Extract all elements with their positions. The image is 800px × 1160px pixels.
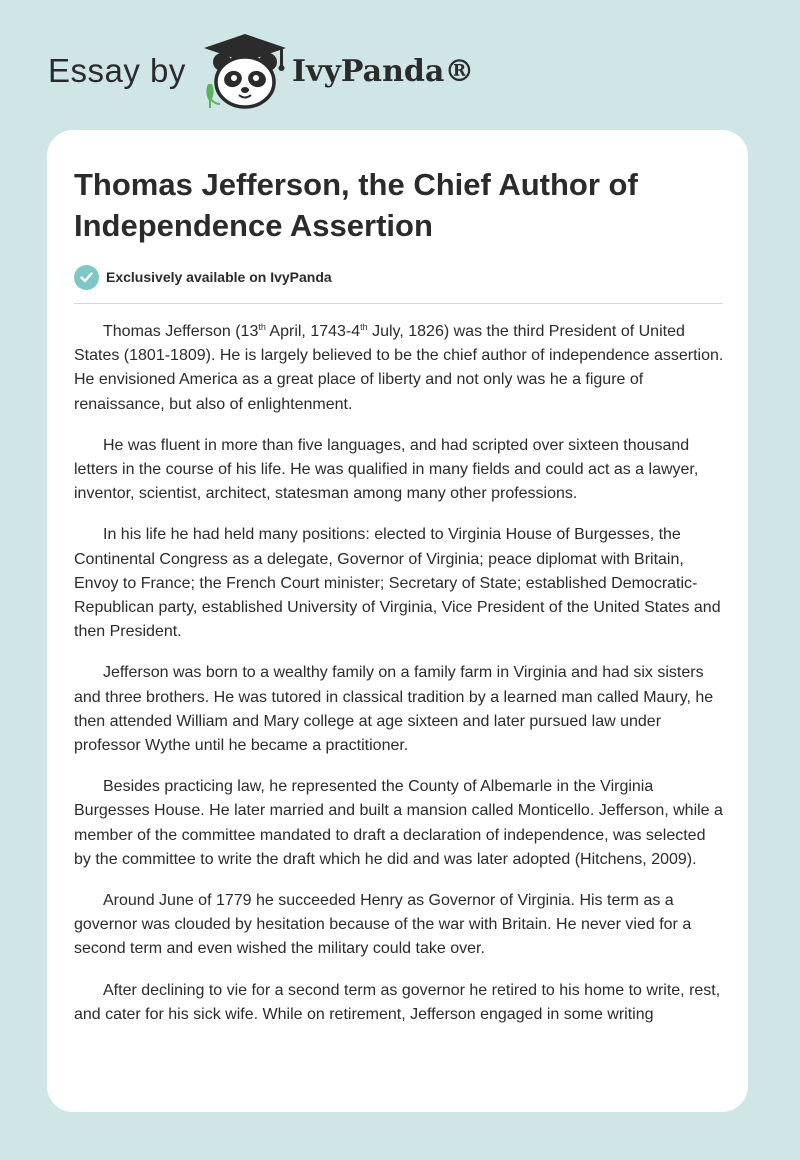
exclusive-badge <box>74 264 332 290</box>
essay-card <box>47 130 748 1112</box>
check-circle-icon <box>74 265 99 290</box>
paragraph: Jefferson was born to a wealthy family on a family farm in Virginia and had six sisters and three brothers. He was tutored in classical tradition by a learned man called Maury, he then attended William and Mary college at age sixteen and later pursued law under professor Wythe until he became a practitioner. <box>74 664 714 755</box>
paragraph: After declining to vie for a second term as governor he retired to his home to write, rest, and cater for his sick wife. While on retirement, Jefferson engaged in some writing <box>74 981 721 1023</box>
brand-prefix: Essay by <box>48 52 186 89</box>
paragraph: Around June of 1779 he succeeded Henry as Governor of Virginia. His term as a governor was clouded by hesitation because of the war with Britain. He never vied for a second term and even wished the military could take over. <box>74 892 692 958</box>
site-header <box>48 28 488 112</box>
essay-title: Thomas Jefferson, the Chief Author of Independence Assertion <box>74 167 638 243</box>
badge-text: Exclusively available on IvyPanda <box>106 269 332 285</box>
divider <box>74 303 723 304</box>
essay-body <box>74 320 724 1044</box>
paragraph: Thomas Jefferson (13th April, 1743-4th July, 1826) was the third President of United States (1801-1809). He is largely believed to be the chief author of independence assertion. He envisioned America as a great place of liberty and not only was he a figure of renaissance, but also of enlightenment. <box>74 322 724 413</box>
paragraph: He was fluent in more than five languages, and had scripted over sixteen thousand letters in the course of his life. He was qualified in many fields and could act as a lawyer, inventor, scientist, architect, statesman among many other professions. <box>74 436 699 503</box>
paragraph: In his life he had held many positions: elected to Virginia House of Burgesses, the Continental Congress as a delegate, Governor of Virginia; peace diplomat with Britain, Envoy to France; the French Court minister; Secretary of State; established Democratic-Republican party, established University of Virginia, Vice President of the United States and then President. <box>74 526 721 641</box>
panda-logo-icon <box>200 32 290 110</box>
brand-name: IvyPanda® <box>292 54 475 89</box>
paragraph: Besides practicing law, he represented the County of Albemarle in the Virginia Burgesses House. He later married and built a mansion called Monticello. Jefferson, while a member of the committee mandated to draft a declaration of independence, was selected by the committee to write the draft which he did and was later adopted (Hitchens, 2009). <box>74 778 723 868</box>
